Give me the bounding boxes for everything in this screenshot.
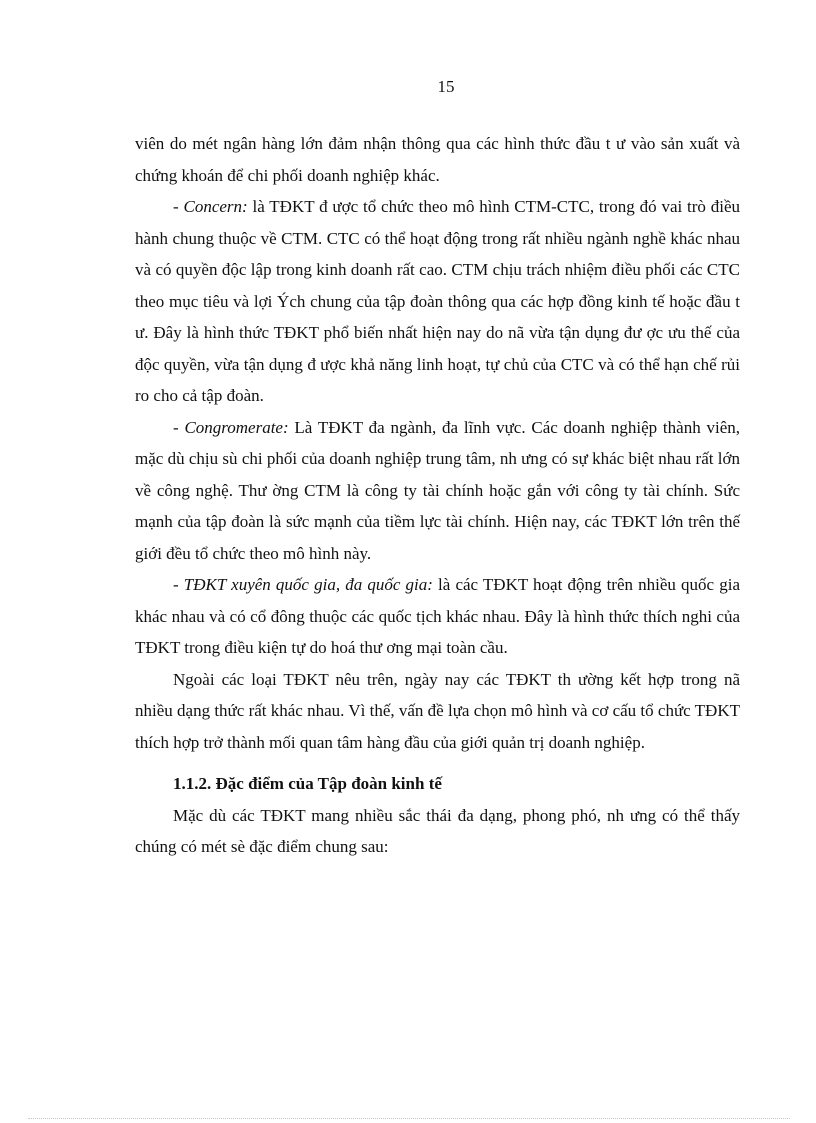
paragraph-congromerate-text: Là TĐKT đa ngành, đa lĩnh vực. Các doanh nghiệp thành viên, mặc dù chịu sù chi phối của doanh nghiệp trung tâm, nh ưng có sự khác biệt nhau rất lớn về công nghệ. Thư ờng CTM là công ty tài chính hoặc gắn với công ty tài chính. Sức mạnh của tập đoàn là sức mạnh của tiềm lực tài chính. Hiện nay, các TĐKT lớn trên thế giới đều tổ chức theo mô hình này. xyxy=(135,417,740,563)
paragraph-concern-text: là TĐKT đ ược tổ chức theo mô hình CTM-CTC, trong đó vai trò điều hành chung thuộc về CTM. CTC có thể hoạt động trong rất nhiều ngành nghề khác nhau và có quyền độc lập trong kinh doanh rất cao. CTM chịu trách nhiệm điều phối các CTC theo mục tiêu và lợi Ých chung của tập đoàn thông qua các hợp đồng kinh tế hoặc đầu t ư. Đây là hình thức TĐKT phổ biến nhất hiện nay do nã vừa tận dụng đư ợc ưu thế của độc quyền, vừa tận dụng đ ược khả năng linh hoạt, tự chủ của CTC và có thể hạn chế rủi ro cho cả tập đoàn. xyxy=(135,197,740,405)
paragraph-concern xyxy=(135,191,740,412)
paragraph-multinational-text: là các TĐKT hoạt động trên nhiều quốc gia khác nhau và có cổ đông thuộc các quốc tịch khác nhau. Đây là hình thức thích nghi của TĐKT trong điều kiện tự do hoá thư ơng mại toàn cầu. xyxy=(135,575,740,657)
document-body xyxy=(135,128,740,863)
section-heading: 1.1.2. Đặc điểm của Tập đoàn kinh tế xyxy=(173,774,442,793)
paragraph-combination: Ngoài các loại TĐKT nêu trên, ngày nay các TĐKT th ường kết hợp trong nã nhiều dạng thức rất khác nhau. Vì thế, vấn đề lựa chọn mô hình và cơ cấu tổ chức TĐKT thích hợp trở thành mối quan tâm hàng đầu của giới quản trị doanh nghiệp. xyxy=(135,669,740,752)
term-congromerate: - Congromerate: xyxy=(173,417,289,437)
paragraph-multinational xyxy=(135,569,740,664)
term-multinational: - TĐKT xuyên quốc gia, đa quốc gia: xyxy=(173,575,433,594)
paragraph-characteristics-intro: Mặc dù các TĐKT mang nhiều sắc thái đa dạng, phong phó, nh ưng có thể thấy chúng có mét sè đặc điểm chung sau: xyxy=(135,805,740,856)
page-bottom-divider xyxy=(28,1118,790,1119)
paragraph-congromerate xyxy=(135,412,740,570)
page-number: 15 xyxy=(437,77,455,96)
term-concern: - Concern: xyxy=(173,197,248,216)
paragraph-continuation: viên do mét ngân hàng lớn đảm nhận thông qua các hình thức đầu t ư vào sản xuất và chứng khoán để chi phối doanh nghiệp khác. xyxy=(135,134,740,185)
